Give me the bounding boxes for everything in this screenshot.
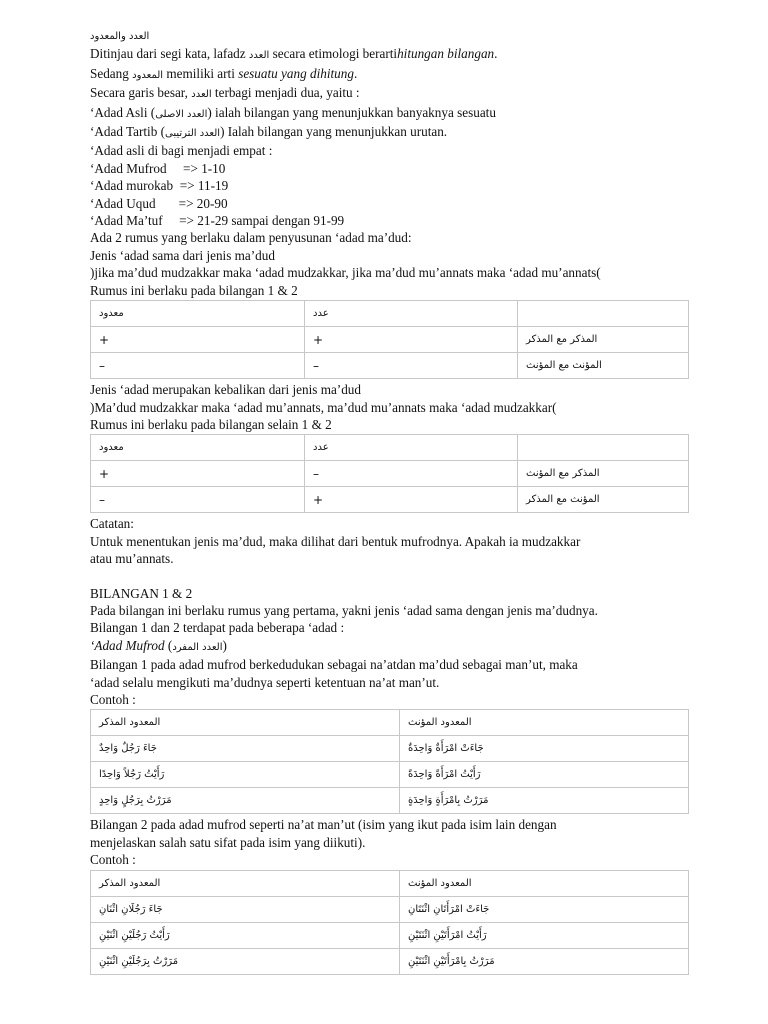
paragraph: Jenis ‘adad sama dari jenis ma’dud xyxy=(90,247,275,263)
text: Secara garis besar, xyxy=(90,85,192,101)
paragraph: Catatan: xyxy=(90,516,134,532)
paragraph: ‘Adad Uqud => 20-90 xyxy=(90,195,228,211)
table-cell: عدد xyxy=(305,301,518,327)
heading xyxy=(90,26,688,45)
table-cell: رَأَيْتُ رَجُلَيْنِ اثْنَيْنِ xyxy=(91,922,400,948)
table-cell: المعدود المؤنث xyxy=(400,870,689,896)
paragraph: Bilangan 1 dan 2 terdapat pada beberapa ‘adad : xyxy=(90,620,345,636)
arabic-term: العدد الاصلى xyxy=(155,108,208,120)
table-cell: المعدود المذكر xyxy=(91,710,400,736)
paragraph: Rumus ini berlaku pada bilangan selain 1 & 2 xyxy=(90,416,332,432)
heading-arabic: العدد والمعدود xyxy=(90,31,150,42)
table-row xyxy=(91,461,689,487)
document-content xyxy=(90,26,688,977)
text: ( xyxy=(164,637,173,653)
table-cell: مَرَرْتُ بِرَجُلَيْنِ اثْنَيْنِ xyxy=(91,948,400,974)
paragraph xyxy=(90,45,688,64)
table-cell xyxy=(518,301,689,327)
italic-text: ‘Adad Mufrod xyxy=(90,637,165,653)
paragraph: Contoh : xyxy=(90,691,136,707)
paragraph: ‘adad selalu mengikuti ma’dudnya seperti ketentuan na’at man’ut. xyxy=(90,674,440,690)
paragraph: ‘Adad murokab => 11-19 xyxy=(90,178,229,194)
table-cell: معدود xyxy=(91,301,305,327)
paragraph: ‘Adad Ma’tuf => 21-29 sampai dengan 91-99 xyxy=(90,213,345,229)
paragraph: Contoh : xyxy=(90,852,136,868)
table-cell: + xyxy=(305,327,518,353)
table-row xyxy=(91,736,689,762)
paragraph: ‘Adad Mufrod => 1-10 xyxy=(90,160,226,176)
table-cell: عدد xyxy=(305,435,518,461)
table-row xyxy=(91,948,689,974)
table-cell: + xyxy=(91,461,305,487)
table-cell: معدود xyxy=(91,435,305,461)
table-row xyxy=(91,896,689,922)
italic-text: sesuatu yang dihitung xyxy=(238,65,354,81)
paragraph: )Ma’dud mudzakkar maka ‘adad mu’annats, ma’dud mu’annats maka ‘adad mudzakkar( xyxy=(90,399,557,415)
text: ) ialah bilangan yang menunjukkan banyaknya sesuatu xyxy=(207,104,496,120)
text: Sedang xyxy=(90,65,133,81)
table-cell: المذكر مع المؤنث xyxy=(518,461,689,487)
italic-text: hitungan bilangan xyxy=(397,46,495,62)
rule-table-2 xyxy=(90,434,689,513)
paragraph: Jenis ‘adad merupakan kebalikan dari jenis ma’dud xyxy=(90,382,361,398)
table-cell: مَرَرْتُ بِامْرَأَةٍ وَاحِدَةٍ xyxy=(400,788,689,814)
table-row xyxy=(91,435,689,461)
table-cell: – xyxy=(305,353,518,379)
arabic-term: العدد xyxy=(191,89,212,101)
table-row xyxy=(91,327,689,353)
table-cell: جَاءَ رَجُلٌ وَاحِدٌ xyxy=(91,736,400,762)
table-cell: المذكر مع المذكر xyxy=(518,327,689,353)
table-cell: – xyxy=(91,487,305,513)
table-cell: + xyxy=(305,487,518,513)
text: Ditinjau dari segi kata, lafadz xyxy=(90,46,249,62)
table-cell: المعدود المذكر xyxy=(91,870,400,896)
paragraph: Bilangan 1 pada adad mufrod berkedudukan sebagai na’atdan ma’dud sebagai man’ut, maka xyxy=(90,657,578,673)
table-cell: جَاءَ رَجُلَانِ اثْنَانِ xyxy=(91,896,400,922)
table-row xyxy=(91,922,689,948)
paragraph xyxy=(90,123,688,142)
paragraph: Rumus ini berlaku pada bilangan 1 & 2 xyxy=(90,282,298,298)
text: ‘Adad Tartib ( xyxy=(90,124,166,140)
paragraph xyxy=(90,104,688,123)
table-cell: – xyxy=(305,461,518,487)
arabic-term: المعدود xyxy=(132,69,164,81)
table-row xyxy=(91,487,689,513)
text: memiliki arti xyxy=(163,65,239,81)
text: ) Ialah bilangan yang menunjukkan urutan. xyxy=(220,124,448,140)
table-cell: رَأَيْتُ امْرَأَتَيْنِ اثْنَتَيْنِ xyxy=(400,922,689,948)
table-cell: جَاءَتْ امْرَأَتَانِ اثْنَتَانِ xyxy=(400,896,689,922)
paragraph: Untuk menentukan jenis ma’dud, maka dilihat dari bentuk mufrodnya. Apakah ia mudzakkar xyxy=(90,533,581,549)
text: ‘Adad Asli ( xyxy=(90,104,156,120)
arabic-term: العدد المفرد xyxy=(172,641,223,653)
table-cell: رَأَيْتُ امْرَأَةً وَاحِدَةً xyxy=(400,762,689,788)
paragraph xyxy=(90,637,688,656)
table-row xyxy=(91,301,689,327)
rule-table-1 xyxy=(90,300,689,379)
table-row xyxy=(91,762,689,788)
table-cell: مَرَرْتُ بِامْرَأَتَيْنِ اثْنَتَيْنِ xyxy=(400,948,689,974)
table-row xyxy=(91,710,689,736)
table-cell: + xyxy=(91,327,305,353)
example-table-2 xyxy=(90,870,689,975)
table-cell: المؤنث مع المذكر xyxy=(518,487,689,513)
text: ) xyxy=(222,637,227,653)
table-row xyxy=(91,353,689,379)
arabic-term: العدد xyxy=(248,50,270,62)
table-row xyxy=(91,870,689,896)
example-table-1 xyxy=(90,709,689,814)
table-row xyxy=(91,788,689,814)
table-cell xyxy=(518,435,689,461)
paragraph: )jika ma’dud mudzakkar maka ‘adad mudzakkar, jika ma’dud mu’annats maka ‘adad mu’annats( xyxy=(90,265,601,281)
table-cell: رَأَيْتُ رَجُلاً وَاحِدًا xyxy=(91,762,400,788)
arabic-term: العدد الترتيبى xyxy=(165,128,221,140)
text: secara etimologi berarti xyxy=(269,46,398,62)
paragraph: Pada bilangan ini berlaku rumus yang pertama, yakni jenis ‘adad sama dengan jenis ma’dudnya. xyxy=(90,602,598,618)
table-cell: المؤنث مع المؤنث xyxy=(518,353,689,379)
table-cell: جَاءَتْ امْرَأَةٌ وَاحِدَةٌ xyxy=(400,736,689,762)
paragraph xyxy=(90,84,688,103)
paragraph: menjelaskan salah satu sifat pada isim yang diikuti). xyxy=(90,834,366,850)
table-cell: مَرَرْتُ بِرَجُلٍ وَاحِدٍ xyxy=(91,788,400,814)
paragraph: ‘Adad asli di bagi menjadi empat : xyxy=(90,143,273,159)
table-cell: المعدود المؤنث xyxy=(400,710,689,736)
paragraph: Ada 2 rumus yang berlaku dalam penyusunan ‘adad ma’dud: xyxy=(90,230,412,246)
text: . xyxy=(494,46,498,62)
section-heading: BILANGAN 1 & 2 xyxy=(90,585,193,601)
paragraph: Bilangan 2 pada adad mufrod seperti na’at man’ut (isim yang ikut pada isim lain dengan xyxy=(90,817,557,833)
paragraph xyxy=(90,65,688,84)
text: . xyxy=(353,65,358,81)
paragraph: atau mu’annats. xyxy=(90,551,174,567)
table-cell: – xyxy=(91,353,305,379)
spacer xyxy=(90,568,688,585)
text: terbagi menjadi dua, yaitu : xyxy=(211,85,360,101)
